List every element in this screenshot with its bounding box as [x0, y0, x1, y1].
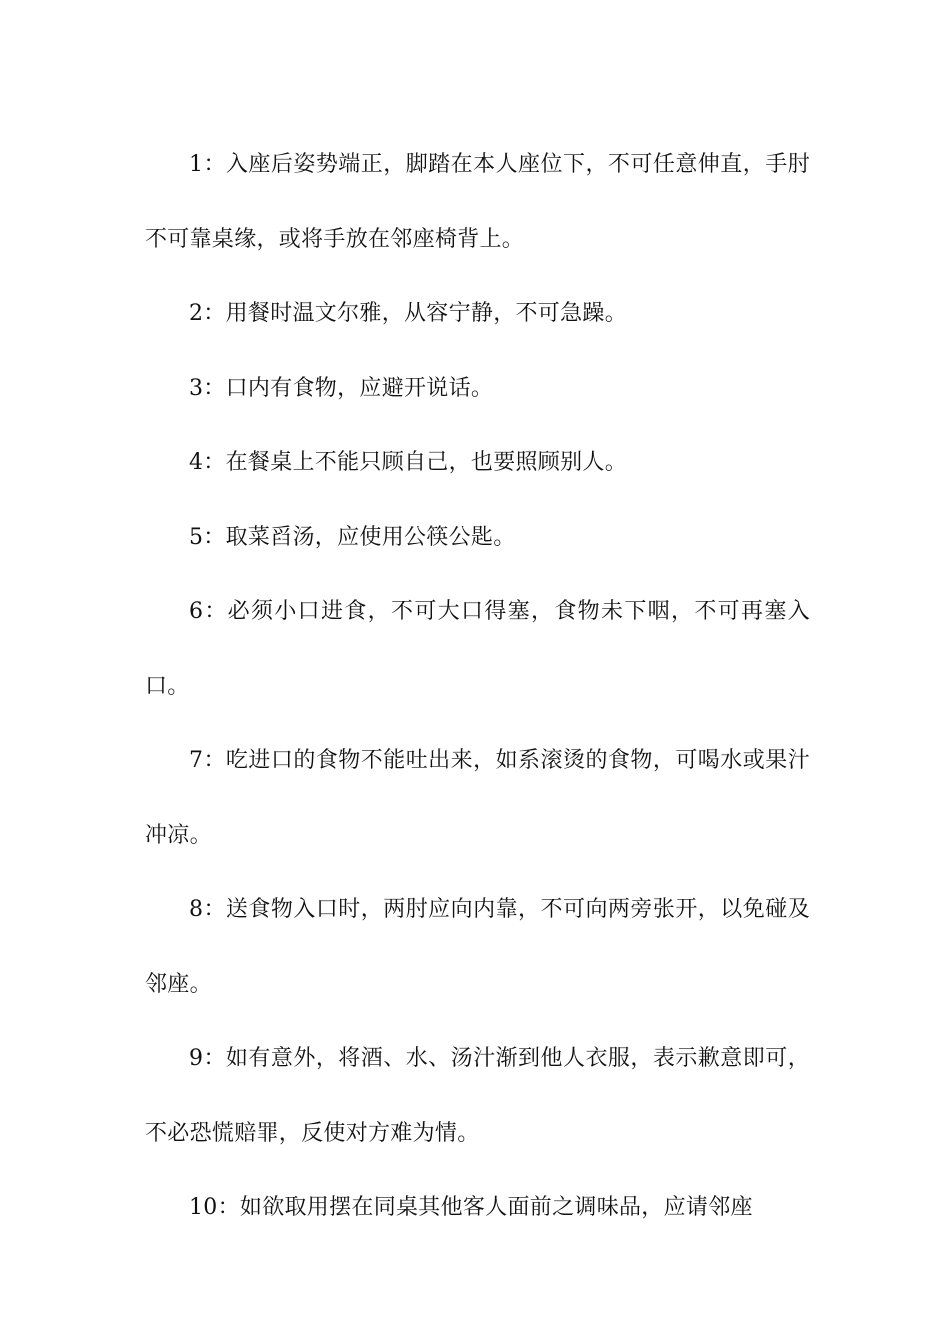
paragraph-4: 4：在餐桌上不能只顾自己，也要照顾别人。 — [189, 450, 627, 475]
paragraph-8: 8：送食物入口时，两肘应向内靠，不可向两旁张开，以免碰及邻座。 — [145, 897, 810, 997]
paragraph-9: 9：如有意外，将酒、水、汤汁渐到他人衣服，表示歉意即可，不必恐慌赔罪，反使对方难为情。 — [145, 1046, 810, 1146]
paragraph-1: 1：入座后姿势端正，脚踏在本人座位下，不可任意伸直，手肘不可靠桌缘，或将手放在邻座椅背上。 — [145, 152, 810, 252]
paragraph-10: 10：如欲取用摆在同桌其他客人面前之调味品，应请邻座 — [189, 1195, 753, 1220]
paragraph-5: 5：取菜舀汤，应使用公筷公匙。 — [189, 524, 516, 550]
paragraph-6: 6：必须小口进食，不可大口得塞，食物未下咽，不可再塞入口。 — [145, 599, 810, 699]
paragraph-3: 3：口内有食物，应避开说话。 — [189, 375, 494, 401]
paragraph-2: 2：用餐时温文尔雅，从容宁静，不可急躁。 — [189, 301, 627, 326]
paragraph-7: 7：吃进口的食物不能吐出来，如系滚烫的食物，可喝水或果汁冲凉。 — [145, 748, 810, 848]
document-body — [145, 128, 810, 1246]
